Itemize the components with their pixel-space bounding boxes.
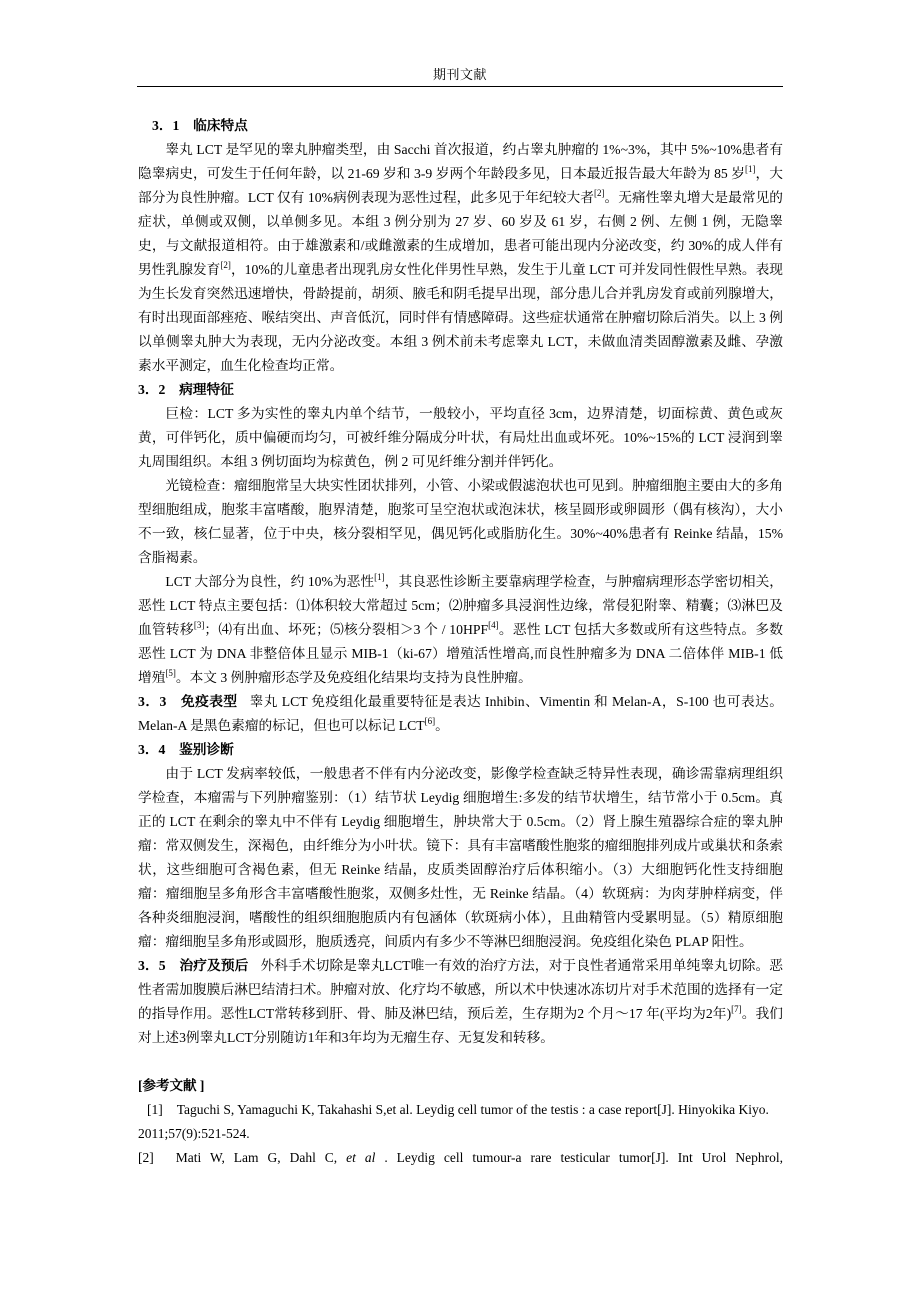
text-run: 。 xyxy=(435,718,449,733)
section-heading-clinical-features: 3．1 临床特点 xyxy=(152,118,248,133)
reference-item xyxy=(138,1146,783,1170)
citation-ref: [7] xyxy=(731,1004,742,1014)
references-heading: [参考文献 ] xyxy=(138,1078,205,1093)
text-run: ；⑷有出血、坏死；⑸核分裂相＞3 个 / 10HPF xyxy=(204,622,489,637)
section-treatment-prognosis xyxy=(138,954,783,1050)
text-run: 。我们对上述3例睾丸LCT分别随访1年和3年均为无瘤生存、无复发和转移。 xyxy=(138,1006,783,1045)
paragraph-differential-diagnosis: 由于 LCT 发病率较低，一般患者不伴有内分泌改变，影像学检查缺乏特异性表现，确诊需靠病理组织学检查，本瘤需与下列肿瘤鉴别：（1）结节状 Leydig 细胞增生:多发的结节状增生，结节常小于 0.5cm。真正的 LCT 在剩余的睾丸中不伴有 Leydig 细胞增生，肿块常大于 0.5cm。（2）肾上腺生殖器综合症的睾丸肿瘤：常双侧发生，深褐色，由纤维分为小叶状。镜下：具有丰富嗜酸性胞浆的瘤细胞排列成片或巢状和条索状，这些细胞可含褐色素，但无 Reinke 结晶，皮质类固醇治疗后体积缩小。（3）大细胞钙化性支持细胞瘤：瘤细胞呈多角形含丰富嗜酸性胞浆，双侧多灶性，无 Reinke 结晶。（4）软斑病：为肉芽肿样病变，伴各种炎细胞浸润，嗜酸性的组织细胞胞质内有包涵体（软斑病小体），且曲精管内受累明显。（5）精原细胞瘤：瘤细胞呈多角形或圆形，胞质透亮，间质内有多少不等淋巴细胞浸润。免疫组化染色 PLAP 阳性。 xyxy=(138,766,783,949)
text-run: ，10%的儿童患者出现乳房女性化伴男性早熟，发生于儿童 LCT 可并发同性假性早熟。表现为生长发育突然迅速增快，骨龄提前，胡须、腋毛和阴毛提早出现，部分患儿合并乳房发育或前列腺增大，有时出现面部痤疮、喉结突出、声音低沉，同时伴有情感障碍。这些症状通常在肿瘤切除后消失。以上 3 例以单侧睾丸肿大为表现，无内分泌改变。本组 3 例术前未考虑睾丸 LCT，未做血清类固醇激素及雌、孕激素水平测定，血生化检查均正常。 xyxy=(138,262,783,373)
section-heading-differential-diagnosis: 3．4 鉴别诊断 xyxy=(138,742,234,757)
citation-ref: [6] xyxy=(424,716,436,726)
paragraph-clinical-features xyxy=(138,138,783,378)
reference-text: Taguchi S, Yamaguchi K, Takahashi S,et al. Leydig cell tumor of the testis : a case report[J]. Hinyokika Kiyo. 2011;57(9):521-524. xyxy=(138,1102,769,1141)
citation-ref: [2] xyxy=(593,188,605,198)
section-heading-treatment-prognosis: 3．5 治疗及预后 xyxy=(138,958,249,973)
section-heading-pathology: 3．2 病理特征 xyxy=(138,382,234,397)
citation-ref: [2] xyxy=(220,260,231,270)
text-run: ，其良恶性诊断主要靠病理学检查，与肿瘤病理形态学密切相关，恶性 LCT 特点主要包括：⑴体积较大常超过 5cm；⑵肿瘤多具浸润性边缘，常侵犯附睾、精囊；⑶淋巴及血管转移 xyxy=(138,574,783,637)
citation-ref: [3] xyxy=(193,620,205,630)
citation-ref: [1] xyxy=(374,572,385,582)
article-body xyxy=(138,114,783,1170)
reference-text: Mati W, Lam G, Dahl C, xyxy=(175,1150,347,1165)
text-run: 。本文 3 例肿瘤形态学及免疫组化结果均支持为良性肿瘤。 xyxy=(175,670,532,685)
header-rule xyxy=(137,86,783,87)
reference-number: [1] xyxy=(147,1102,163,1117)
text-run: 睾丸 LCT 免疫组化最重要特征是表达 Inhibin、Vimentin 和 Melan-A，S-100 也可表达。Melan-A 是黑色素瘤的标记，但也可以标记 LCT xyxy=(138,694,783,733)
citation-ref: [4] xyxy=(488,620,499,630)
text-run: 外科手术切除是睾丸LCT唯一有效的治疗方法，对于良性者通常采用单纯睾丸切除。恶性者需加腹膜后淋巴结清扫术。肿瘤对放、化疗均不敏感，所以术中快速冰冻切片对手术范围的选择有一定的指导作用。恶性LCT常转移到肝、骨、肺及淋巴结，预后差，生存期为2 个月～17 年(平均为2年) xyxy=(138,958,783,1021)
reference-number: [2] xyxy=(138,1150,154,1165)
paragraph-microscopy: 光镜检查：瘤细胞常呈大块实性团状排列，小管、小梁或假滤泡状也可见到。肿瘤细胞主要由大的多角型细胞组成，胞浆丰富嗜酸，胞界清楚，胞浆可呈空泡状或泡沫状，核呈圆形或卵圆形（偶有核沟），大小不一致，核仁显著，位于中央，核分裂相罕见，偶见钙化或脂肪化生。30%~40%患者有 Reinke 结晶，15%含脂褐素。 xyxy=(138,478,783,565)
section-heading-immunophenotype: 3．3 免疫表型 xyxy=(138,694,238,709)
reference-text-italic: et al xyxy=(346,1150,376,1165)
paragraph-gross-exam: 巨检：LCT 多为实性的睾丸内单个结节，一般较小，平均直径 3cm，边界清楚，切面棕黄、黄色或灰黄，可伴钙化，质中偏硬而均匀，可被纤维分隔成分叶状，有局灶出血或坏死。10%~15%的 LCT 浸润到睾丸周围组织。本组 3 例切面均为棕黄色，例 2 可见纤维分割并伴钙化。 xyxy=(138,406,783,469)
reference-item xyxy=(138,1098,783,1146)
citation-ref: [5] xyxy=(165,668,176,678)
text-run: 。无痛性睾丸增大是最常见的症状，单侧或双侧，以单侧多见。本组 3 例分别为 27 岁、60 岁及 61 岁，右侧 2 例、左侧 1 例，无隐睾史，与文献报道相符。由于雄激素和/或雌激素的生成增加，患者可能出现内分泌改变，约 30%的成人伴有男性乳腺发育 xyxy=(138,190,783,277)
text-run: 。恶性 LCT 包括大多数或所有这些特点。多数恶性 LCT 为 DNA 非整倍体且显示 MIB-1（ki-67）增殖活性增高,而良性肿瘤多为 DNA 二倍体伴 MIB-1 低增殖 xyxy=(138,622,783,685)
paragraph-malignancy-criteria xyxy=(138,570,783,690)
reference-text: . Leydig cell tumour-a rare testicular tumor[J]. Int Urol Nephrol, xyxy=(375,1150,783,1165)
text-run: 睾丸 LCT 是罕见的睾丸肿瘤类型，由 Sacchi 首次报道，约占睾丸肿瘤的 1%~3%，其中 5%~10%患者有隐睾病史，可发生于任何年龄，以 21-69 岁和 3-9 岁两个年龄段多见，日本最近报告最大年龄为 85 岁 xyxy=(138,142,783,181)
references xyxy=(138,1074,783,1170)
section-immunophenotype xyxy=(138,690,783,738)
text-run: LCT 大部分为良性，约 10%为恶性 xyxy=(165,574,375,589)
citation-ref: [1] xyxy=(745,164,756,174)
running-header: 期刊文献 xyxy=(432,67,487,82)
text-run: ，大部分为良性肿瘤。LCT 仅有 10%病例表现为恶性过程，此多见于年纪较大者 xyxy=(138,166,783,205)
